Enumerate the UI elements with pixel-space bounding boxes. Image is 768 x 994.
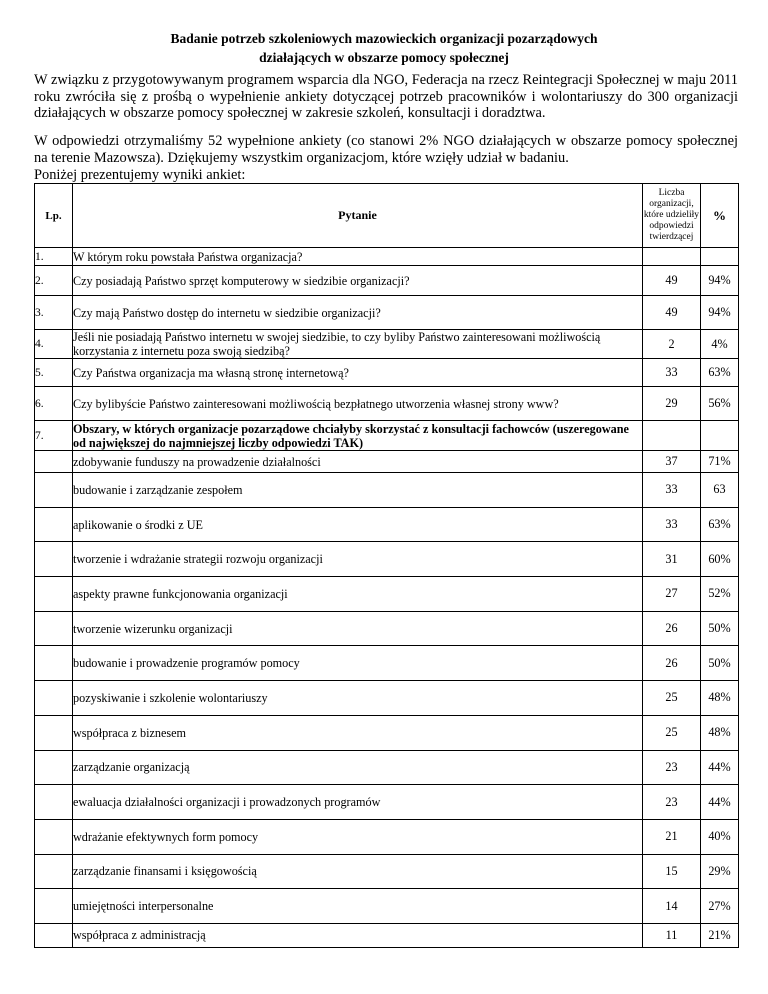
intro-paragraph-3: Poniżej prezentujemy wyniki ankiet:	[34, 167, 246, 183]
row-lp	[35, 785, 73, 820]
area-label: zdobywanie funduszy na prowadzenie działalności	[73, 451, 643, 473]
survey-results-table	[34, 183, 739, 948]
area-percent: 50%	[701, 646, 739, 681]
row-question: Czy bylibyście Państwo zainteresowani możliwością bezpłatnego utworzenia własnej strony www?	[73, 387, 643, 421]
area-label: ewaluacja działalności organizacji i prowadzonych programów	[73, 785, 643, 820]
row-count: 2	[643, 330, 701, 359]
table-row-area	[35, 854, 739, 889]
table-row-question-6	[35, 387, 739, 421]
table-row-question-4	[35, 330, 739, 359]
row-lp: 6.	[35, 387, 73, 421]
row-percent: 4%	[701, 330, 739, 359]
table-row-question-7	[35, 421, 739, 451]
area-count: 23	[643, 785, 701, 820]
area-percent: 27%	[701, 889, 739, 924]
area-percent: 40%	[701, 819, 739, 854]
area-percent: 50%	[701, 611, 739, 646]
table-row-area	[35, 785, 739, 820]
area-count: 11	[643, 923, 701, 947]
area-count: 33	[643, 473, 701, 508]
row-count: 29	[643, 387, 701, 421]
area-count: 26	[643, 646, 701, 681]
row-lp: 7.	[35, 421, 73, 451]
header-question: Pytanie	[73, 184, 643, 248]
area-percent: 44%	[701, 750, 739, 785]
area-count: 33	[643, 507, 701, 542]
area-count: 21	[643, 819, 701, 854]
row-lp: 3.	[35, 296, 73, 330]
area-percent: 63	[701, 473, 739, 508]
row-lp	[35, 577, 73, 612]
area-label: zarządzanie finansami i księgowością	[73, 854, 643, 889]
area-percent: 63%	[701, 507, 739, 542]
area-count: 15	[643, 854, 701, 889]
row-count: 49	[643, 266, 701, 296]
table-row-area	[35, 611, 739, 646]
row-lp	[35, 542, 73, 577]
area-label: tworzenie i wdrażanie strategii rozwoju organizacji	[73, 542, 643, 577]
area-label: aspekty prawne funkcjonowania organizacji	[73, 577, 643, 612]
row-question: Jeśli nie posiadają Państwo internetu w swojej siedzibie, to czy byliby Państwo zainteresowani możliwością korzystania z internetu poza swoją siedzibą?	[73, 330, 643, 359]
table-row-area	[35, 473, 739, 508]
area-label: pozyskiwanie i szkolenie wolontariuszy	[73, 681, 643, 716]
area-count: 25	[643, 715, 701, 750]
row-percent	[701, 248, 739, 266]
row-percent: 94%	[701, 266, 739, 296]
table-row-area	[35, 507, 739, 542]
row-question: Czy posiadają Państwo sprzęt komputerowy w siedzibie organizacji?	[73, 266, 643, 296]
table-row-question-1	[35, 248, 739, 266]
row-percent	[701, 421, 739, 451]
row-lp	[35, 819, 73, 854]
area-label: zarządzanie organizacją	[73, 750, 643, 785]
row-lp	[35, 715, 73, 750]
table-row-area	[35, 542, 739, 577]
area-count: 14	[643, 889, 701, 924]
row-count: 49	[643, 296, 701, 330]
area-count: 31	[643, 542, 701, 577]
area-count: 25	[643, 681, 701, 716]
area-percent: 44%	[701, 785, 739, 820]
row-count	[643, 248, 701, 266]
area-label: budowanie i prowadzenie programów pomocy	[73, 646, 643, 681]
row-lp	[35, 889, 73, 924]
intro-paragraph-2: W odpowiedzi otrzymaliśmy 52 wypełnione ankiety (co stanowi 2% NGO działających w obszarze pomocy społecznej na terenie Mazowsza). Dziękujemy wszystkim organizacjom, które wzięły udział w badaniu.	[34, 133, 738, 166]
document-title-line-1: Badanie potrzeb szkoleniowych mazowieckich organizacji pozarządowych	[170, 31, 598, 46]
row-question: W którym roku powstała Państwa organizacja?	[73, 248, 643, 266]
area-percent: 71%	[701, 451, 739, 473]
table-row-area	[35, 646, 739, 681]
row-lp	[35, 854, 73, 889]
row-lp: 1.	[35, 248, 73, 266]
area-count: 26	[643, 611, 701, 646]
area-label: współpraca z administracją	[73, 923, 643, 947]
row-count	[643, 421, 701, 451]
table-header-row	[35, 184, 739, 248]
area-label: budowanie i zarządzanie zespołem	[73, 473, 643, 508]
row-lp	[35, 473, 73, 508]
table-row-area	[35, 889, 739, 924]
row-question: Obszary, w których organizacje pozarządowe chciałyby skorzystać z konsultacji fachowców (uszeregowane od największej do najmniejszej liczby odpowiedzi TAK)	[73, 421, 643, 451]
area-label: tworzenie wizerunku organizacji	[73, 611, 643, 646]
header-lp: Lp.	[35, 184, 73, 248]
row-lp	[35, 611, 73, 646]
row-lp: 5.	[35, 359, 73, 387]
document-title-line-2: działających w obszarze pomocy społecznej	[259, 50, 509, 65]
header-count: Liczba organizacji, które udzieliły odpowiedzi twierdzącej	[643, 184, 701, 248]
area-label: aplikowanie o środki z UE	[73, 507, 643, 542]
row-lp	[35, 923, 73, 947]
table-row-area	[35, 681, 739, 716]
table-row-area	[35, 923, 739, 947]
row-percent: 63%	[701, 359, 739, 387]
row-question: Czy mają Państwo dostęp do internetu w siedzibie organizacji?	[73, 296, 643, 330]
table-row-question-3	[35, 296, 739, 330]
area-percent: 48%	[701, 715, 739, 750]
row-lp	[35, 507, 73, 542]
row-lp	[35, 681, 73, 716]
area-label: współpraca z biznesem	[73, 715, 643, 750]
area-percent: 52%	[701, 577, 739, 612]
row-percent: 56%	[701, 387, 739, 421]
area-percent: 60%	[701, 542, 739, 577]
row-lp	[35, 646, 73, 681]
table-row-area	[35, 715, 739, 750]
table-row-area	[35, 451, 739, 473]
area-percent: 29%	[701, 854, 739, 889]
area-count: 27	[643, 577, 701, 612]
table-row-question-2	[35, 266, 739, 296]
row-count: 33	[643, 359, 701, 387]
area-percent: 48%	[701, 681, 739, 716]
table-row-question-5	[35, 359, 739, 387]
area-percent: 21%	[701, 923, 739, 947]
area-label: umiejętności interpersonalne	[73, 889, 643, 924]
table-row-area	[35, 577, 739, 612]
row-lp: 2.	[35, 266, 73, 296]
row-lp	[35, 750, 73, 785]
header-percent: %	[701, 184, 739, 248]
area-count: 23	[643, 750, 701, 785]
row-lp: 4.	[35, 330, 73, 359]
area-count: 37	[643, 451, 701, 473]
row-question: Czy Państwa organizacja ma własną stronę internetową?	[73, 359, 643, 387]
table-row-area	[35, 750, 739, 785]
intro-paragraph-1: W związku z przygotowywanym programem wsparcia dla NGO, Federacja na rzecz Reintegracji Społecznej w maju 2011 roku zwróciła się z prośbą o wypełnienie ankiety dotyczącej potrzeb pracowników i wolontariuszy do 300 organizacji działających w obszarze pomocy społecznej w zakresie szkoleń, konsultacji i doradztwa.	[34, 72, 738, 121]
area-label: wdrażanie efektywnych form pomocy	[73, 819, 643, 854]
table-row-area	[35, 819, 739, 854]
row-lp	[35, 451, 73, 473]
row-percent: 94%	[701, 296, 739, 330]
